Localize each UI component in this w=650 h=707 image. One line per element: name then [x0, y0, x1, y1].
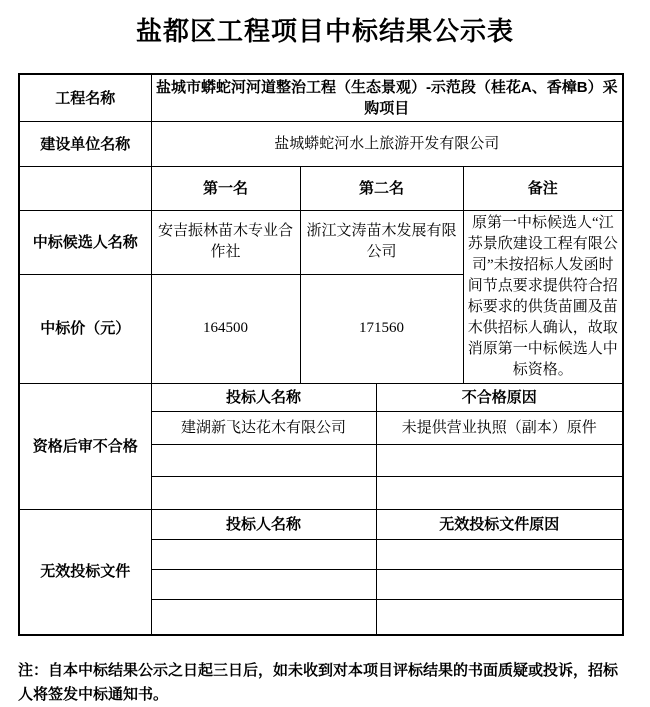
postqual-label: 资格后审不合格 [19, 384, 151, 510]
table-row [19, 122, 623, 167]
rank-header-remark: 备注 [463, 167, 623, 211]
owner-value: 盐城蟒蛇河水上旅游开发有限公司 [151, 122, 623, 167]
price-first: 164500 [151, 274, 300, 383]
table-row [19, 74, 623, 122]
postqual-reason-2 [376, 477, 623, 510]
candidate-second: 浙江文涛苗木发展有限公司 [300, 211, 463, 275]
postqual-bidder-header: 投标人名称 [151, 384, 376, 412]
invalid-bidder-2 [151, 600, 376, 635]
invalid-reason-header: 无效投标文件原因 [376, 510, 623, 540]
postqual-bidder-0: 建湖新飞达花木有限公司 [151, 412, 376, 445]
invalid-bidder-0 [151, 540, 376, 570]
owner-label: 建设单位名称 [19, 122, 151, 167]
invalid-reason-2 [376, 600, 623, 635]
postqual-reason-1 [376, 445, 623, 477]
remark-text: 原第一中标候选人“江苏景欣建设工程有限公司”未按招标人发函时间节点要求提供符合招标要求的供货苗圃及苗木供招标人确认，故取消原第一中标候选人中标资格。 [463, 211, 623, 384]
table-row [19, 510, 623, 540]
page-title: 盐都区工程项目中标结果公示表 [135, 16, 514, 46]
price-label: 中标价（元） [19, 274, 151, 383]
postqual-bidder-2 [151, 477, 376, 510]
table-row [19, 167, 623, 211]
bid-result-table [18, 73, 624, 636]
table-row [19, 384, 623, 412]
project-name-value: 盐城市蟒蛇河河道整治工程（生态景观）-示范段（桂花A、香樟B）采购项目 [151, 74, 623, 122]
invalid-bidder-1 [151, 570, 376, 600]
candidate-label: 中标候选人名称 [19, 211, 151, 275]
invalid-bidder-header: 投标人名称 [151, 510, 376, 540]
invalid-reason-1 [376, 570, 623, 600]
project-name-label: 工程名称 [19, 74, 151, 122]
candidate-first: 安吉振林苗木专业合作社 [151, 211, 300, 275]
invalid-reason-0 [376, 540, 623, 570]
footnote: 注：自本中标结果公示之日起三日后，如未收到对本项目评标结果的书面质疑或投诉，招标人将签发中标通知书。 [18, 661, 619, 703]
rank-header-first: 第一名 [151, 167, 300, 211]
invalid-label: 无效投标文件 [19, 510, 151, 635]
postqual-reason-0: 未提供营业执照（副本）原件 [376, 412, 623, 445]
table-row [19, 211, 623, 275]
postqual-bidder-1 [151, 445, 376, 477]
rank-header-second: 第二名 [300, 167, 463, 211]
price-second: 171560 [300, 274, 463, 383]
postqual-reason-header: 不合格原因 [376, 384, 623, 412]
rank-header-spacer [19, 167, 151, 211]
